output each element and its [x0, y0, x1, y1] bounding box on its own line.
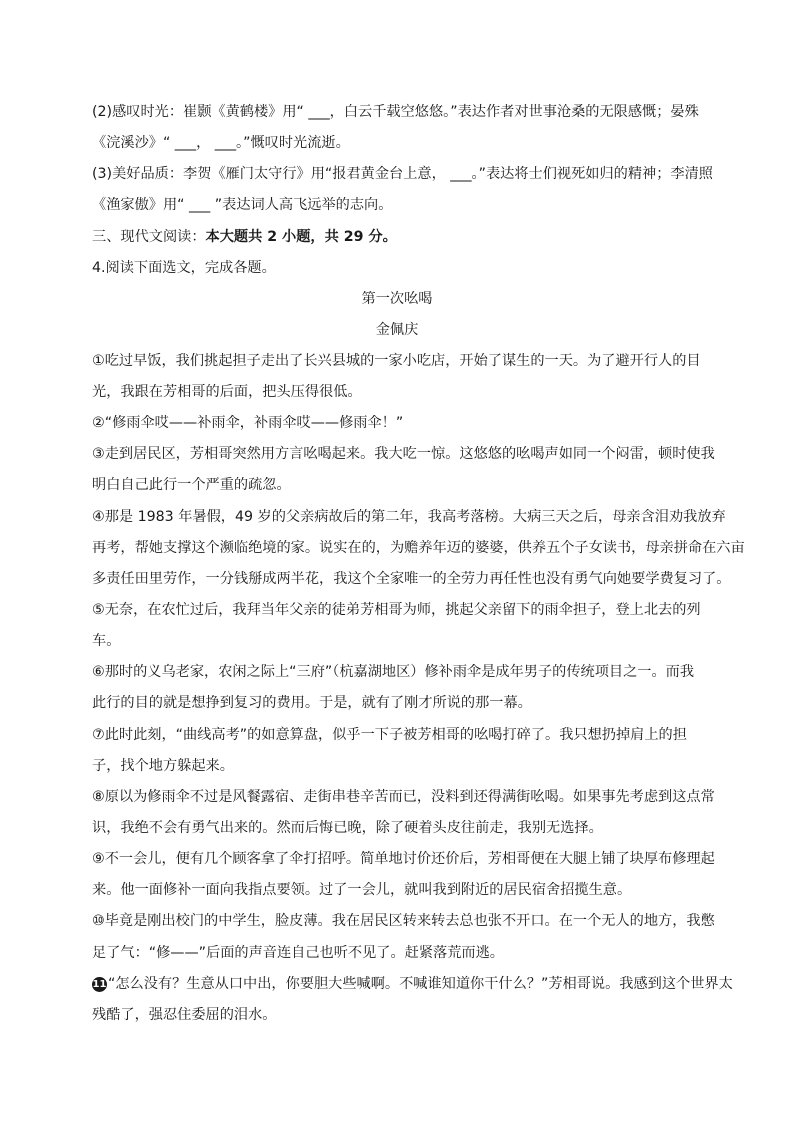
paragraph-line: 再考，帮她支撑这个濒临绝境的家。说实在的，为赡养年迈的婆婆，供养五个子女读书，母亲拼命在六亩 [92, 540, 745, 556]
paragraph-line: ⑨不一会儿，便有几个顾客拿了伞打招呼。简单地讨价还价后，芳相哥便在大腿上铺了块厚布修理起 [92, 851, 715, 867]
paragraph-11-line-2: 残酷了，强忍住委屈的泪水。 [92, 1007, 277, 1023]
q3-line-1: (3)美好品质：李贺《雁门太守行》用“报君黄金台上意， ___。”表达将士们视死如归的精神；李清照 [92, 166, 713, 182]
paragraph-line: ⑧原以为修雨伞不过是风餐露宿、走街串巷辛苦而已，没料到还得满街吆喝。如果事先考虑到这点常 [92, 789, 715, 805]
paragraph-line: ⑥那时的义乌老家，农闲之际上“三府”（杭嘉湖地区）修补雨伞是成年男子的传统项目之一。而我 [92, 664, 695, 680]
paragraph-line: 来。他一面修补一面向我指点要领。过了一会儿，就叫我到附近的居民宿舍招揽生意。 [92, 882, 632, 898]
q2-line-2: 《浣溪沙》“ ___， ___。”慨叹时光流逝。 [92, 135, 350, 151]
paragraph-number-badge: 11 [92, 979, 107, 990]
q2-line-1: (2)感叹时光：崔颢《黄鹤楼》用“ ___，白云千载空悠悠。”表达作者对世事沧桑的无限感慨；晏殊 [92, 104, 699, 120]
paragraph-line: ⑩毕竟是刚出校门的中学生，脸皮薄。我在居民区转来转去总也张不开口。在一个无人的地方，我憋 [92, 913, 715, 929]
paragraph-11-text: “怎么没有？生意从口中出，你要胆大些喊啊。不喊谁知道你干什么？”芳相哥说。我感到这个世界太 [108, 976, 733, 992]
paragraph-line: ①吃过早饭，我们挑起担子走出了长兴县城的一家小吃店，开始了谋生的一天。为了避开行人的目 [92, 353, 701, 369]
paragraph-11-line-1 [92, 974, 733, 994]
paragraph-line: ⑦此时此刻，“曲线高考”的如意算盘，似乎一下子被芳相哥的吆喝打碎了。我只想扔掉肩上的担 [92, 727, 687, 743]
q3-line-2: 《渔家傲》用“ ___ ”表达词人高飞远举的志向。 [92, 197, 393, 213]
section-heading-prefix: 三、现代文阅读： [92, 229, 206, 245]
paragraph-line: ②“修雨伞哎——补雨伞，补雨伞哎——修雨伞！” [92, 415, 404, 431]
paragraph-line: 多责任田里劳作，一分钱掰成两半花，我这个全家唯一的全劳力再任性也没有勇气向她要学费复习了。 [92, 571, 731, 587]
paragraph-line: 车。 [92, 633, 121, 649]
paragraph-line: ④那是 1983 年暑假，49 岁的父亲病故后的第二年，我高考落榜。大病三天之后，母亲含泪劝我放弃 [92, 509, 726, 525]
section-heading-detail: 本大题共 2 小题，共 29 分。 [205, 229, 397, 245]
paragraph-line: 此行的目的就是想挣到复习的费用。于是，就有了刚才所说的那一幕。 [92, 695, 532, 711]
section-heading [92, 227, 397, 247]
question-4-intro: 4.阅读下面选文，完成各题。 [92, 260, 276, 276]
article-author: 金佩庆 [375, 322, 419, 338]
article-title: 第一次吆喝 [361, 291, 433, 307]
paragraph-line: 光，我跟在芳相哥的后面，把头压得很低。 [92, 384, 362, 400]
paragraph-line: 足了气：“修——”后面的声音连自己也听不见了。赶紧落荒而逃。 [92, 945, 504, 961]
paragraph-line: ③走到居民区，芳相哥突然用方言吆喝起来。我大吃一惊。这悠悠的吆喝声如同一个闷雷，顿时使我 [92, 446, 715, 462]
paragraph-line: 子，找个地方躲起来。 [92, 758, 234, 774]
paragraph-line: 识，我绝不会有勇气出来的。然而后悔已晚，除了硬着头皮往前走，我别无选择。 [92, 820, 603, 836]
paragraph-line: ⑤无奈，在农忙过后，我拜当年父亲的徒弟芳相哥为师，挑起父亲留下的雨伞担子，登上北去的列 [92, 602, 701, 618]
paragraph-line: 明白自己此行一个严重的疏忽。 [92, 477, 291, 493]
